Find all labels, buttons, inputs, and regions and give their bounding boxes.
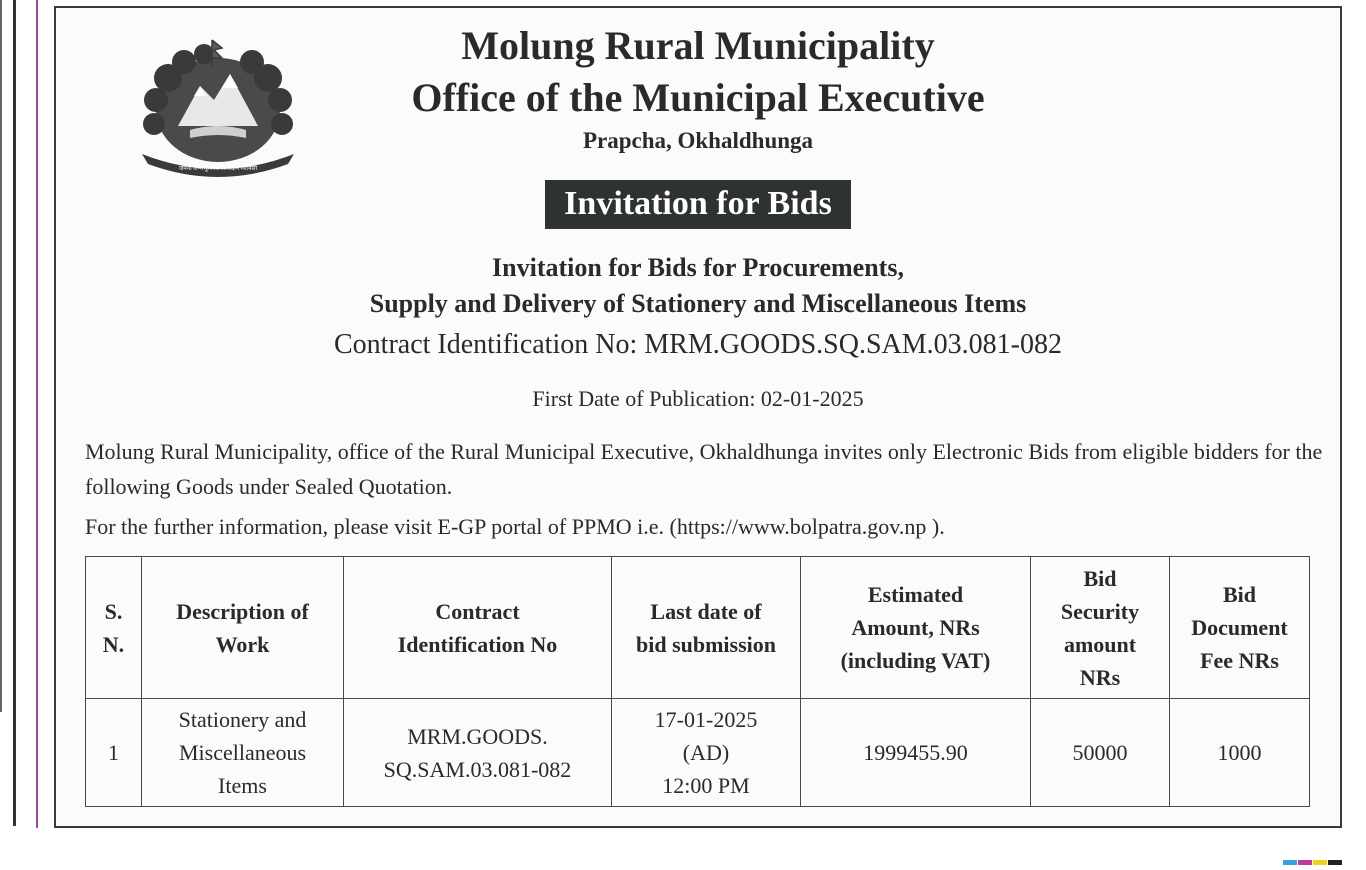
header-last-date-line: bid submission — [635, 631, 777, 657]
header-security-line: amount — [1063, 631, 1137, 657]
print-registration-mark — [1283, 852, 1343, 857]
header-last-date-line: Last date of — [650, 598, 762, 624]
cell-description — [142, 699, 344, 807]
cell-last-date — [612, 699, 801, 807]
cell-sn: 1 — [86, 699, 142, 807]
left-inner-rule — [0, 0, 2, 712]
header-estimated-line: Estimated — [867, 582, 964, 607]
bids-table — [85, 556, 1310, 807]
header-contract-line: Identification No — [397, 631, 558, 657]
invitation-paragraph: Molung Rural Municipality, office of the Rural Municipal Executive, Okhaldhunga invites only Electronic Bids from eligible bidders for the following Goods under Sealed Quotation. — [85, 439, 1323, 499]
cell-last-date-line: (AD) — [682, 740, 730, 765]
notice-subtitle-line1: Invitation for Bids for Procurements, — [492, 253, 904, 282]
office-name: Office of the Municipal Executive — [411, 75, 985, 120]
header-fee-line: Document — [1191, 615, 1288, 640]
page-margin-line — [36, 0, 38, 828]
header-fee-line: Fee NRs — [1200, 648, 1279, 673]
contract-id-line: Contract Identification No: MRM.GOODS.SQ.SAM.03.081-082 — [334, 329, 1062, 360]
header-description — [142, 557, 344, 699]
cell-contract-line: MRM.GOODS. — [407, 723, 548, 749]
header-security-line: Security — [1060, 598, 1140, 624]
header-description-line: Description of — [176, 598, 309, 624]
header-contract-id — [344, 557, 612, 699]
table-row — [86, 699, 1310, 807]
header-contract-line: Contract — [435, 598, 520, 624]
header-sn-line: S. — [104, 598, 123, 624]
cell-last-date-line: 12:00 PM — [662, 773, 750, 798]
header-sn-line: N. — [102, 631, 125, 657]
banner-container — [56, 180, 1340, 229]
header-estimated-line: (including VAT) — [840, 648, 991, 673]
cell-contract-id — [344, 699, 612, 807]
header-security-line: NRs — [1079, 664, 1121, 690]
emblem-motto: जननी जन्मभूमिश्च स्वर्गादपि गरीयसी — [178, 166, 258, 172]
cell-bid-security: 50000 — [1031, 699, 1170, 807]
org-name: Molung Rural Municipality — [461, 23, 935, 68]
left-frame-border — [0, 0, 16, 826]
cell-description-line: Items — [218, 773, 267, 798]
header-sn — [86, 557, 142, 699]
header-description-line: Work — [215, 631, 270, 657]
cell-contract-line: SQ.SAM.03.081-082 — [383, 756, 572, 782]
cell-description-line: Miscellaneous — [178, 740, 307, 765]
cell-last-date-line: 17-01-2025 — [654, 707, 758, 732]
bid-notice — [54, 6, 1342, 828]
notice-subtitle-line2: Supply and Delivery of Stationery and Miscellaneous Items — [369, 289, 1027, 318]
notice-banner: Invitation for Bids — [545, 180, 851, 229]
office-location: Prapcha, Okhaldhunga — [582, 128, 814, 153]
cell-document-fee: 1000 — [1170, 699, 1310, 807]
table-header-row — [86, 557, 1310, 699]
cell-description-line: Stationery and — [178, 707, 307, 732]
cell-estimated-amount: 1999455.90 — [801, 699, 1031, 807]
header-security-line: Bid — [1083, 565, 1117, 591]
header-estimated-line: Amount, NRs — [851, 615, 980, 640]
header-bid-security — [1031, 557, 1170, 699]
publication-date: First Date of Publication: 02-01-2025 — [532, 386, 864, 411]
info-paragraph: For the further information, please visit E-GP portal of PPMO i.e. (https://www.bolpatra.gov.np ). — [85, 514, 945, 539]
header-document-fee — [1170, 557, 1310, 699]
header-last-date — [612, 557, 801, 699]
header-estimated-amount — [801, 557, 1031, 699]
header-fee-line: Bid — [1222, 582, 1257, 607]
